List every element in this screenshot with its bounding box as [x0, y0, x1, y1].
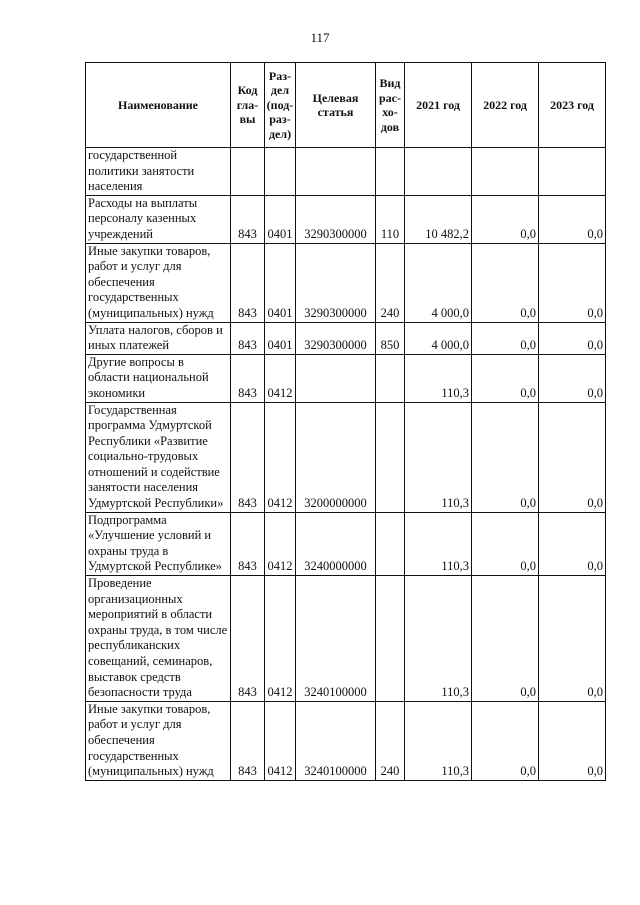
header-2023: 2023 год — [539, 63, 606, 148]
row-target: 3200000000 — [296, 402, 376, 512]
row-2021 — [405, 148, 472, 196]
row-name: Другие вопросы в области национальной экономики — [86, 354, 231, 402]
row-target: 3290300000 — [296, 243, 376, 322]
row-code: 843 — [231, 512, 265, 575]
row-target: 3290300000 — [296, 322, 376, 354]
budget-table — [85, 62, 606, 781]
table-row — [86, 148, 606, 196]
row-2023: 0,0 — [539, 701, 606, 780]
header-expense: Вид рас- хо- дов — [376, 63, 405, 148]
row-2023: 0,0 — [539, 354, 606, 402]
row-section — [265, 148, 296, 196]
row-section: 0412 — [265, 512, 296, 575]
row-section: 0401 — [265, 322, 296, 354]
row-target: 3240100000 — [296, 576, 376, 702]
header-code: Код гла- вы — [231, 63, 265, 148]
row-2023: 0,0 — [539, 512, 606, 575]
header-2022: 2022 год — [472, 63, 539, 148]
row-2022: 0,0 — [472, 195, 539, 243]
row-target — [296, 148, 376, 196]
row-code: 843 — [231, 402, 265, 512]
header-section: Раз- дел (под- раз- дел) — [265, 63, 296, 148]
row-2021: 4 000,0 — [405, 243, 472, 322]
table-row — [86, 354, 606, 402]
row-2022: 0,0 — [472, 354, 539, 402]
row-2022: 0,0 — [472, 402, 539, 512]
row-section: 0412 — [265, 701, 296, 780]
row-code: 843 — [231, 322, 265, 354]
row-expense: 240 — [376, 701, 405, 780]
table-row — [86, 243, 606, 322]
header-target: Целевая статья — [296, 63, 376, 148]
row-2021: 110,3 — [405, 402, 472, 512]
table-row — [86, 576, 606, 702]
row-target — [296, 354, 376, 402]
table-header-row — [86, 63, 606, 148]
row-name: Иные закупки товаров, работ и услуг для обеспечения государственных (муниципальных) нужд — [86, 243, 231, 322]
row-section: 0401 — [265, 243, 296, 322]
row-name: государственной политики занятости населения — [86, 148, 231, 196]
row-2023: 0,0 — [539, 243, 606, 322]
row-expense — [376, 512, 405, 575]
row-2022: 0,0 — [472, 576, 539, 702]
row-target: 3240100000 — [296, 701, 376, 780]
row-expense: 240 — [376, 243, 405, 322]
header-name: Наименование — [86, 63, 231, 148]
row-target: 3290300000 — [296, 195, 376, 243]
table-row — [86, 195, 606, 243]
row-expense: 850 — [376, 322, 405, 354]
row-target: 3240000000 — [296, 512, 376, 575]
row-section: 0412 — [265, 354, 296, 402]
row-name: Проведение организационных мероприятий в области охраны труда, в том числе республиканских совещаний, семинаров, выставок средств безопасности труда — [86, 576, 231, 702]
row-expense — [376, 148, 405, 196]
row-code: 843 — [231, 195, 265, 243]
row-2022: 0,0 — [472, 243, 539, 322]
row-expense — [376, 402, 405, 512]
row-code: 843 — [231, 701, 265, 780]
row-expense — [376, 576, 405, 702]
row-2022 — [472, 148, 539, 196]
row-name: Государственная программа Удмуртской Республики «Развитие социально-трудовых отношений и содействие занятости населения Удмуртской Республики» — [86, 402, 231, 512]
row-2021: 110,3 — [405, 701, 472, 780]
table-row — [86, 701, 606, 780]
row-2021: 4 000,0 — [405, 322, 472, 354]
row-code: 843 — [231, 354, 265, 402]
row-name: Подпрограмма «Улучшение условий и охраны труда в Удмуртской Республике» — [86, 512, 231, 575]
row-code: 843 — [231, 576, 265, 702]
row-name: Иные закупки товаров, работ и услуг для обеспечения государственных (муниципальных) нужд — [86, 701, 231, 780]
header-2021: 2021 год — [405, 63, 472, 148]
table-row — [86, 512, 606, 575]
page-number: 117 — [310, 30, 330, 45]
row-name: Расходы на выплаты персоналу казенных учреждений — [86, 195, 231, 243]
table-row — [86, 322, 606, 354]
row-2023: 0,0 — [539, 402, 606, 512]
row-2023: 0,0 — [539, 195, 606, 243]
row-2022: 0,0 — [472, 322, 539, 354]
row-section: 0412 — [265, 402, 296, 512]
row-code: 843 — [231, 243, 265, 322]
row-2021: 110,3 — [405, 512, 472, 575]
row-2023 — [539, 148, 606, 196]
row-section: 0401 — [265, 195, 296, 243]
row-section: 0412 — [265, 576, 296, 702]
row-2022: 0,0 — [472, 701, 539, 780]
table-row — [86, 402, 606, 512]
row-2021: 110,3 — [405, 354, 472, 402]
row-code — [231, 148, 265, 196]
row-2023: 0,0 — [539, 322, 606, 354]
row-2021: 10 482,2 — [405, 195, 472, 243]
row-2023: 0,0 — [539, 576, 606, 702]
row-2022: 0,0 — [472, 512, 539, 575]
row-expense — [376, 354, 405, 402]
row-expense: 110 — [376, 195, 405, 243]
row-2021: 110,3 — [405, 576, 472, 702]
row-name: Уплата налогов, сборов и иных платежей — [86, 322, 231, 354]
